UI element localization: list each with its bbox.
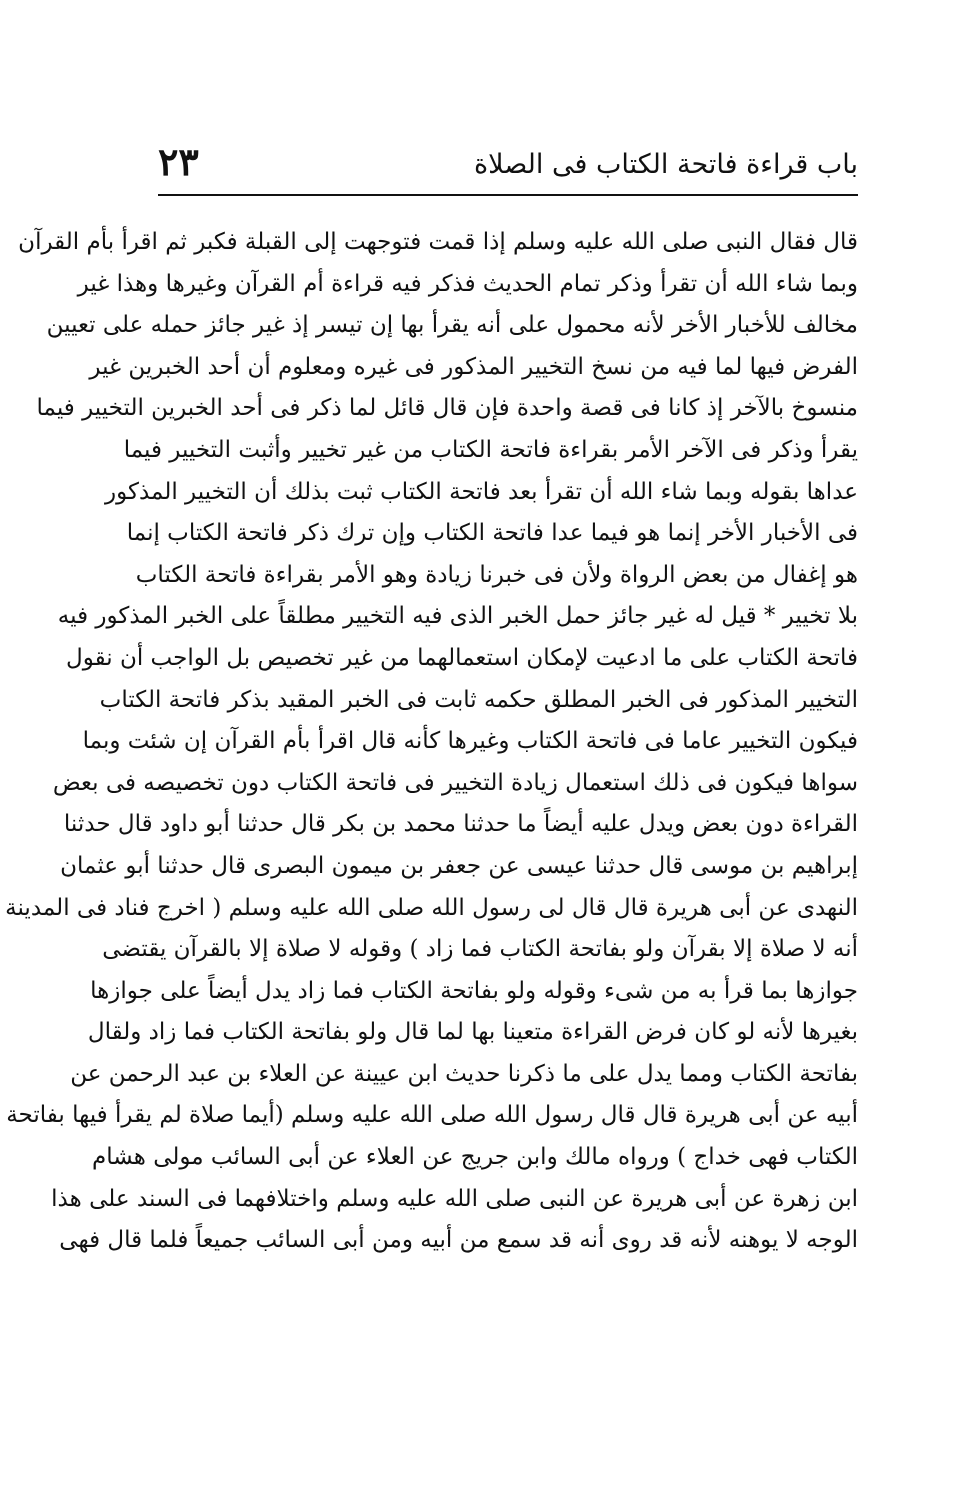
text-line: ابن زهرة عن أبى هريرة عن النبى صلى الله عليه وسلم واختلافهما فى السند على هذا [51, 1185, 858, 1212]
text-line: الكتاب فهى خداج ) ورواه مالك وابن جريج عن العلاء عن أبى السائب مولى هشام [91, 1144, 858, 1171]
text-line: النهدى عن أبى هريرة قال قال لى رسول الله صلى الله عليه وسلم ( اخرج فناد فى المدينة [5, 894, 858, 921]
text-line: الفرض فيها لما فيه من نسخ التخيير المذكور فى غيره ومعلوم أن أحد الخبرين غير [89, 353, 858, 380]
text-line: عداها بقوله وبما شاء الله أن تقرأ بعد فاتحة الكتاب ثبت بذلك أن التخيير المذكور [105, 478, 858, 505]
text-line: الوجه لا يوهنه لأنه قد روى أنه قد سمع من أبيه ومن أبى السائب جميعاً فلما قال فهى [59, 1227, 858, 1254]
page-header [158, 140, 858, 190]
text-line: جوازها بما قرأ به من شىء وقوله ولو بفاتحة الكتاب فما زاد يدل أيضاً على جوازها [90, 977, 858, 1004]
text-line: فيكون التخيير عاما فى فاتحة الكتاب وغيرها كأنه قال اقرأ بأم القرآن إن شئت وبما [82, 728, 858, 755]
text-line: بلا تخيير * قيل له غير جائز حمل الخبر الذى فيه التخيير مطلقاً على الخبر المذكور فيه [57, 603, 858, 630]
text-line: التخيير المذكور فى الخبر المطلق حكمه ثابت فى الخبر المقيد بذكر فاتحة الكتاب [99, 686, 858, 713]
text-line: هو إغفال من بعض الرواة ولأن فى خبرنا زيادة وهو الأمر بقراءة فاتحة الكتاب [135, 561, 858, 588]
text-line: يقرأ وذكر فى الآخر الأمر بقراءة فاتحة الكتاب من غير تخيير وأثبت التخيير فيما [123, 436, 858, 463]
text-line: فاتحة الكتاب على ما ادعيت لإمكان استعمالهما من غير تخصيص بل الواجب أن نقول [66, 644, 858, 671]
text-line: فى الأخبار الأخر إنما هو فيما عدا فاتحة الكتاب وإن ترك ذكر فاتحة الكتاب إنما [126, 520, 858, 547]
text-line: مخالف للأخبار الأخر لأنه محمول على أنه يقرأ بها إن تيسر إذ غير جائز حمله على تعيين [46, 312, 858, 339]
page-number: ٢٣ [158, 139, 199, 184]
text-line: بفاتحة الكتاب ومما يدل على ما ذكرنا حديث ابن عيينة عن العلاء بن عبد الرحمن عن [70, 1060, 858, 1087]
text-line: إبراهيم بن موسى قال حدثنا عيسى عن جعفر بن ميمون البصرى قال حدثنا أبو عثمان [60, 852, 858, 879]
header-divider [158, 194, 858, 196]
text-line: أنه لا صلاة إلا بقرآن ولو بفاتحة الكتاب فما زاد ) وقوله لا صلاة إلا بالقرآن يقتضى [102, 936, 858, 963]
text-line: القراءة دون بعض ويدل عليه أيضاً ما حدثنا محمد بن بكر قال حدثنا أبو داود قال حدثنا [63, 811, 858, 838]
body-text [5, 222, 858, 1262]
text-line: أبيه عن أبى هريرة قال قال رسول الله صلى الله عليه وسلم (أيما صلاة لم يقرأ فيها بفاتحة [6, 1102, 858, 1129]
chapter-title: باب قراءة فاتحة الكتاب فى الصلاة [473, 149, 858, 180]
text-line: بغيرها لأنه لو كان فرض القراءة متعينا بها لما قال ولو بفاتحة الكتاب فما زاد ولقال [87, 1019, 858, 1046]
text-line: وبما شاء الله أن تقرأ وذكر تمام الحديث فذكر فيه قراءة أم القرآن وغيرها وهذا غير [77, 270, 858, 297]
text-line: منسوخ بالآخر إذ كانا فى قصة واحدة فإن قال قائل لما ذكر فى أحد الخبرين التخيير فيما [36, 395, 858, 422]
text-line: سواها فيكون فى ذلك استعمال زيادة التخيير فى فاتحة الكتاب دون تخصيصه فى بعض [52, 769, 858, 796]
text-line: قال فقال النبى صلى الله عليه وسلم إذا قمت فتوجهت إلى القبلة فكبر ثم اقرأ بأم القرآن [18, 229, 858, 255]
